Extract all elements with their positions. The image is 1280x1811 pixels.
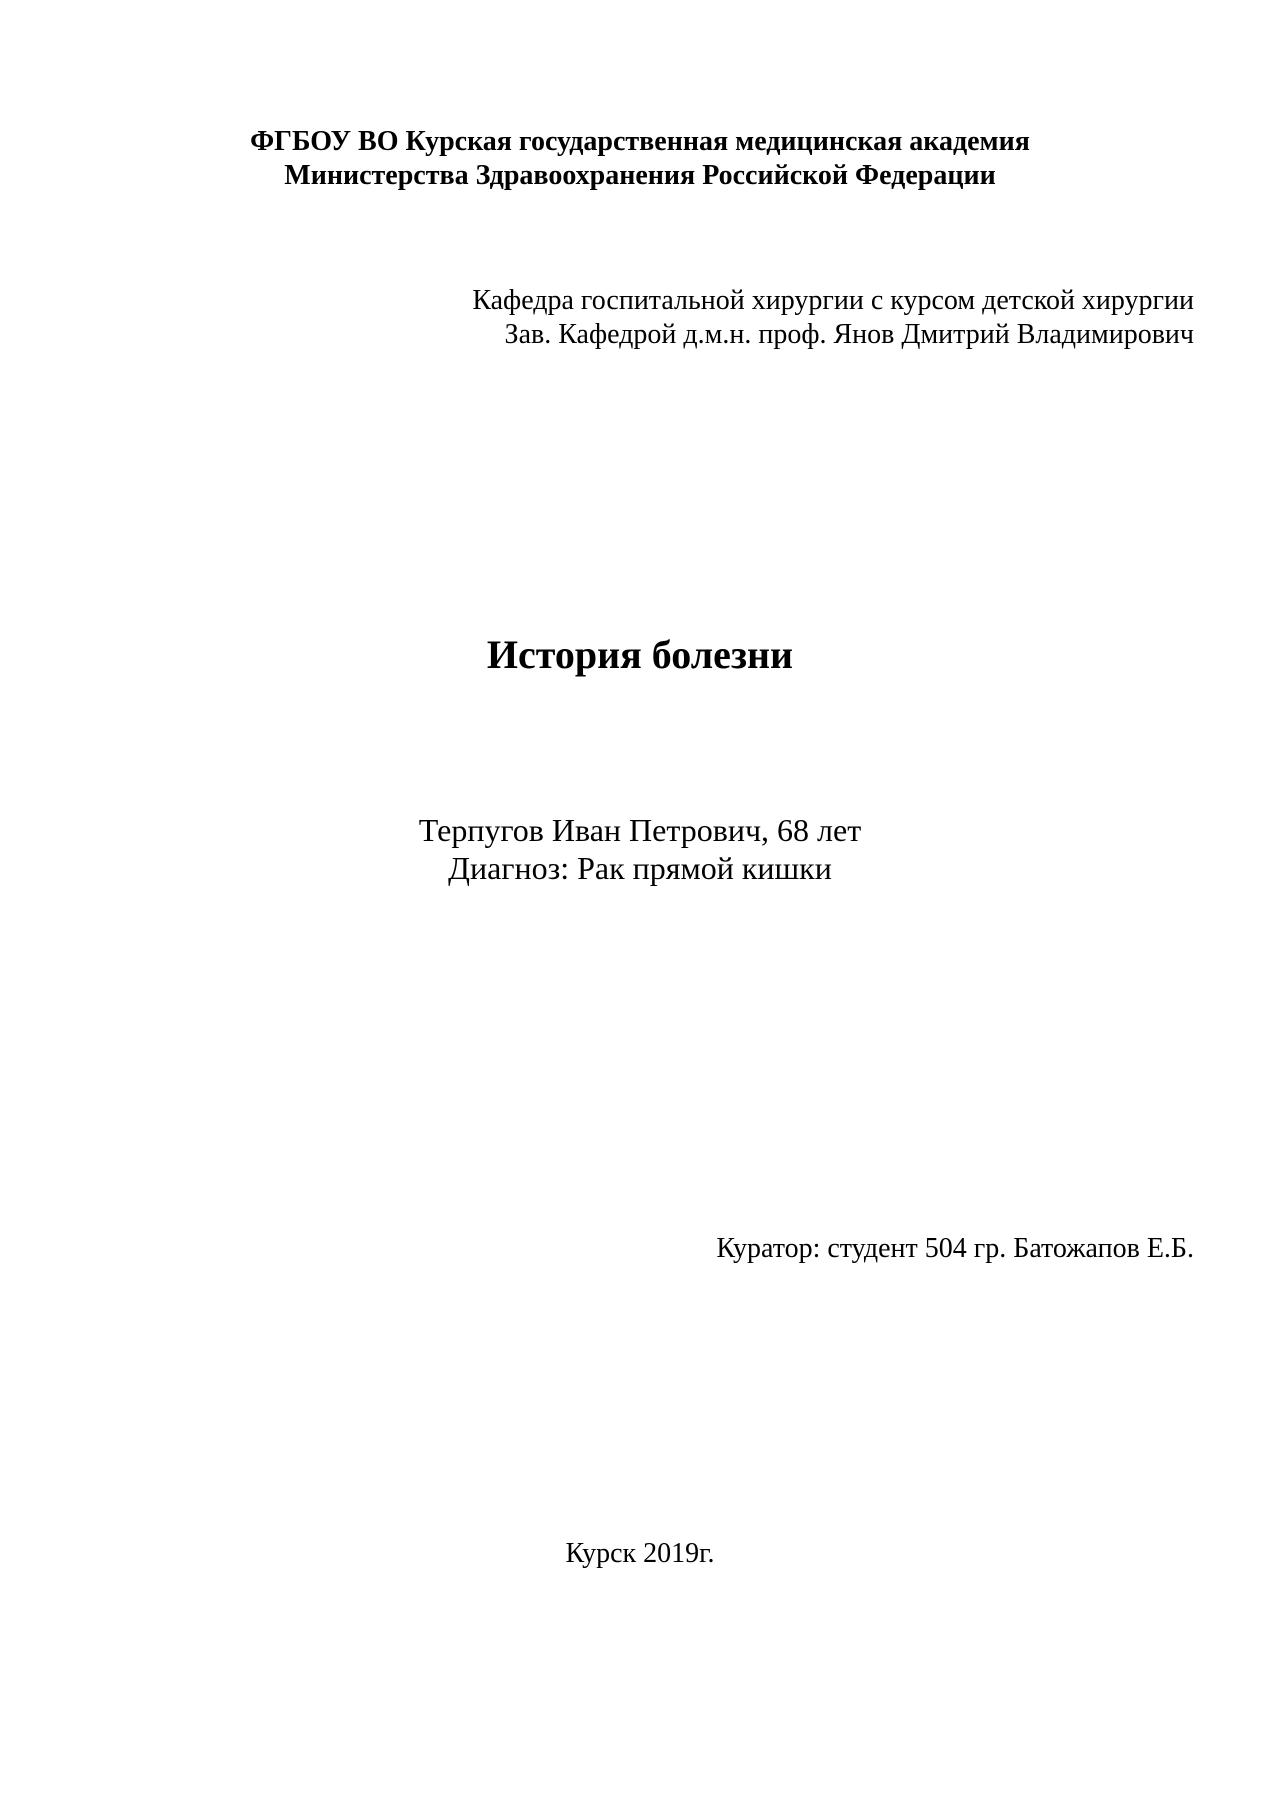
institution-line-1: ФГБОУ ВО Курская государственная медицинская академия [250,126,1030,157]
department-name: Кафедра госпитальной хирургии с курсом детской хирургии [472,285,1194,316]
department-head: Зав. Кафедрой д.м.н. проф. Янов Дмитрий Владимирович [504,319,1194,350]
curator-info: Куратор: студент 504 гр. Батожапов Е.Б. [716,1233,1194,1264]
patient-diagnosis: Диагноз: Рак прямой кишки [448,850,832,886]
city-year: Курск 2019г. [565,1538,715,1569]
patient-name-age: Терпугов Иван Петрович, 68 лет [418,812,862,848]
document-title: История болезни [486,632,794,677]
institution-line-2: Министерства Здравоохранения Российской Федерации [284,160,996,191]
